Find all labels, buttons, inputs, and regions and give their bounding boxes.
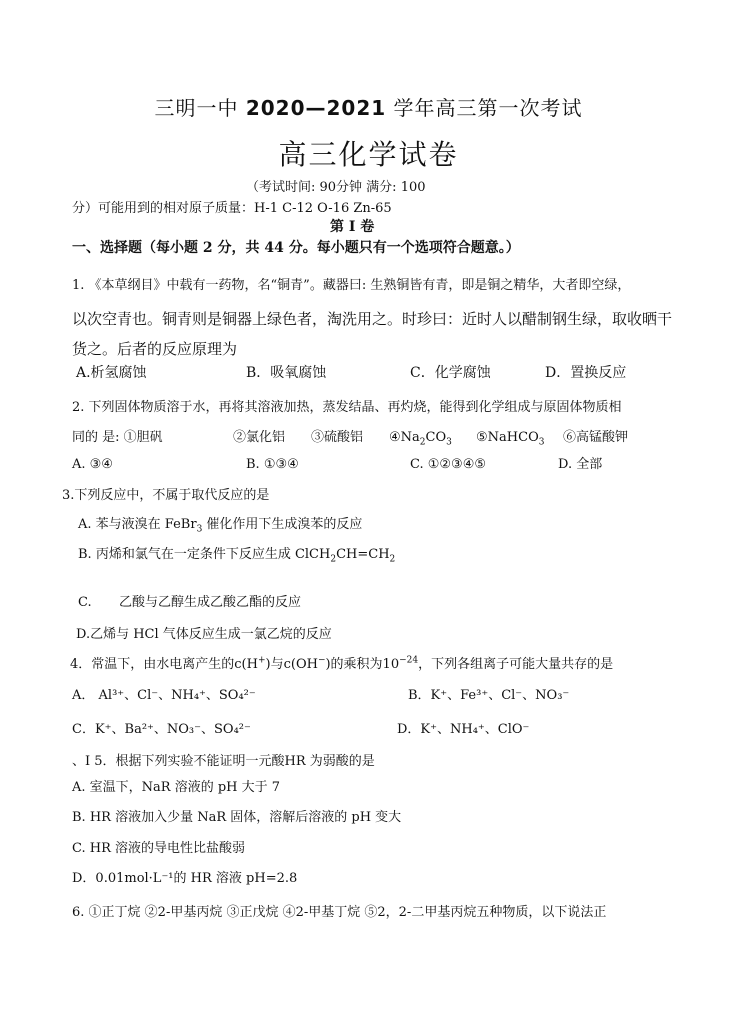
- q3-option-c: 乙酸与乙醇生成乙酸乙酯的反应: [119, 595, 302, 610]
- q2-item-3: ③硫酸铝: [311, 430, 364, 445]
- q3-option-d: D.乙烯与 HCl 气体反应生成一氯乙烷的反应: [76, 627, 332, 642]
- school-name: 三明一中: [154, 96, 239, 120]
- q6-stem: 6. ①正丁烷 ②2-甲基丙烷 ③正戊烷 ④2-甲基丁烷 ⑤2，2-二甲基丙烷五种物质，以下说法正: [72, 905, 607, 920]
- q2-item-2: ②氯化铝: [233, 430, 286, 445]
- q5-option-a: A. 室温下，NaR 溶液的 pH 大于 7: [72, 780, 281, 795]
- q1-line1: 1. 《本草纲目》中载有一药物，名“铜青”。藏器曰: 生熟铜皆有青，即是铜之精华，大者即空绿，: [72, 278, 631, 293]
- q1-option-c: C．化学腐蚀: [410, 365, 491, 381]
- q3-stem: 3.下列反应中，不属于取代反应的是: [62, 488, 270, 503]
- q3-option-a: A. 苯与液溴在 FeBr$_3$ 催化作用下生成溴苯的反应: [78, 517, 363, 535]
- q2-option-d: D. 全部: [558, 457, 603, 472]
- q1-line2: 以次空青也。铜青则是铜器上绿色者，淘洗用之。时珍曰：近时人以醋制钢生绿，取收晒干: [72, 310, 673, 328]
- q4-option-c: C．K⁺、Ba²⁺、NO₃⁻、SO₄²⁻: [72, 722, 251, 737]
- exam-name: 学年高三第一次考试: [393, 96, 583, 120]
- paper-title: 高三化学试卷: [278, 138, 459, 171]
- q4-option-d: D．K⁺、NH₄⁺、ClO⁻: [397, 722, 530, 737]
- q5-option-c: C. HR 溶液的导电性比盐酸弱: [72, 841, 246, 856]
- q5-stem: 、Ⅰ 5．根据下列实验不能证明一元酸HR 为弱酸的是: [72, 754, 375, 769]
- q3-option-c-label: C.: [78, 595, 92, 610]
- q4-stem: 4．常温下，由水电离产生的c(H+)与c(OH−)的乘积为$10^{-24}$，下列各组离子可能大量共存的是: [70, 655, 614, 672]
- exam-info-line2: 分）可能用到的相对原子质量：H-1 C-12 O-16 Zn-65: [72, 201, 392, 216]
- q2-option-c: C. ①②③④⑤: [410, 457, 487, 472]
- q2-line2-prefix: 同的 是: ①胆矾: [72, 430, 163, 445]
- q1-line3: 货之。后者的反应原理为: [72, 340, 238, 358]
- q4-option-a: A． Al³⁺、Cl⁻、NH₄⁺、SO₄²⁻: [72, 688, 256, 703]
- exam-heading: [0, 97, 737, 119]
- school-years: 2020—2021: [245, 96, 387, 120]
- q1-option-d: D．置换反应: [545, 365, 627, 381]
- q5-option-b: B. HR 溶液加入少量 NaR 固体，溶解后溶液的 pH 变大: [72, 810, 402, 825]
- q2-option-b: B. ①③④: [246, 457, 299, 472]
- exam-info-line1: （考试时间: 90分钟 满分: 100: [246, 180, 426, 195]
- q2-line1: 2. 下列固体物质溶于水，再将其溶液加热，蒸发结晶、再灼烧，能得到化学组成与原固体物质相: [72, 400, 622, 415]
- q2-option-a: A. ③④: [72, 457, 113, 472]
- q2-item-6: ⑥高锰酸钾: [563, 430, 629, 445]
- volume-label: 第 I 卷: [330, 219, 375, 235]
- q3-option-b: B. 丙烯和氯气在一定条件下反应生成 $ClCH_2CH=CH_2$: [78, 547, 396, 565]
- q1-option-b: B．吸氧腐蚀: [246, 365, 327, 381]
- q4-option-b: B．K⁺、Fe³⁺、Cl⁻、NO₃⁻: [408, 688, 570, 703]
- q5-option-d: D．0.01mol·L⁻¹的 HR 溶液 pH=2.8: [72, 871, 298, 886]
- q2-item-4: $④Na_2CO_3$: [389, 430, 452, 448]
- section-heading: 一、选择题（每小题 2 分，共 44 分。每小题只有一个选项符合题意。）: [72, 240, 520, 256]
- q2-item-5: ⑤NaHCO$_3$: [476, 430, 545, 448]
- q1-option-a: A.析氢腐蚀: [76, 365, 147, 381]
